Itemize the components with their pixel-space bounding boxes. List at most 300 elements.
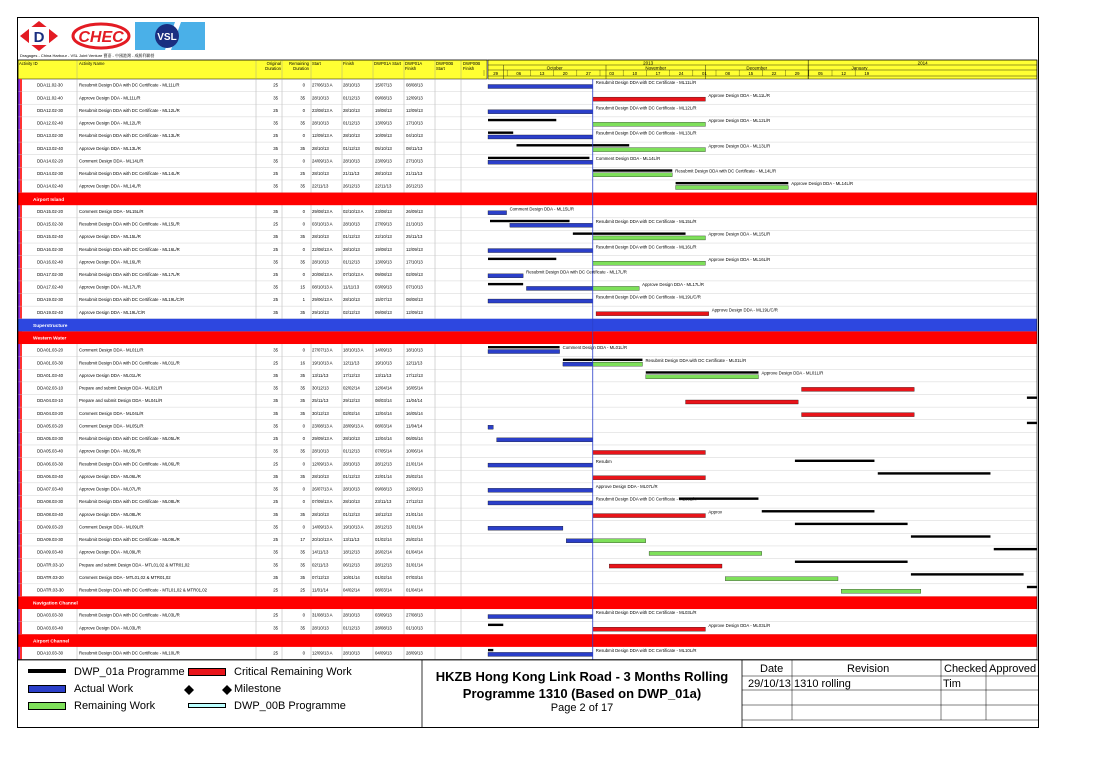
dwp01a-start: 28/12/13 [375,524,392,530]
baseline-bar [563,359,643,361]
start-date: 27/07/13 A [312,347,333,353]
activity-id: DDA19.02-30 [37,297,64,303]
activity-id: DDA14.02-30 [37,171,64,177]
original-duration: 35 [273,574,278,580]
dwp01a-start: 08/03/14 [375,398,392,404]
start-date: 22/08/13 A [312,246,333,252]
dwp01a-start: 23/09/13 [375,158,392,164]
remaining-duration: 35 [300,625,305,631]
baseline-bar [593,169,673,171]
dwp01a-finish: 11/04/14 [406,398,423,404]
start-date: 12/09/13 A [312,133,333,139]
start-date: 23/08/13 A [312,423,333,429]
timescale-week-label: 27 [586,71,591,76]
finish-date: 29/12/13 [343,398,360,404]
timescale-week-label: 19 [864,71,870,76]
col-start: Start [312,61,321,66]
activity-name: Resubmit Design DDA with DC Certificate - ML12L/R [79,107,180,113]
dwp01a-finish: 26/09/13 [406,208,423,214]
activity-name: Comment Design DDA - ML15L/R [79,208,144,214]
group-band [18,596,1037,609]
activity-name: Approve Design DDA - ML14L/R [79,183,141,189]
start-date: 28/10/13 [312,234,329,240]
col-activity-name: Activity Name [79,61,105,66]
start-date: 07/09/13 A [312,499,333,505]
remaining-duration: 1 [302,297,305,303]
dwp01a-finish: 12/09/13 [406,95,423,101]
activity-id: DDA08.03-40 [37,511,64,517]
original-duration: 25 [273,612,278,618]
group-band [18,331,1037,344]
dwp01a-start: 13/09/13 [375,259,392,265]
legend-actual-swatch [28,685,66,693]
finish-date: 01/12/13 [343,234,360,240]
bar-label: Resubmit Design DDA with DC Certificate - ML19L/C/R [595,294,701,300]
actual-bar [488,652,593,656]
activity-name: Comment Design DDA - MTL01,02 & MTR01,02 [79,574,171,580]
dwp01a-finish: 01/04/14 [406,587,423,593]
original-duration: 35 [273,423,278,429]
rev-approved-header: Approved [989,663,1037,675]
activity-id: DDA15.02-20 [37,208,64,214]
activity-name: Approve Design DDA - ML16L/R [79,259,141,265]
activity-name: Approve Design DDA - ML03L/R [79,625,141,631]
remaining-duration: 25 [300,587,305,593]
start-date: 20/10/13 A [312,537,333,543]
activity-name: Resubmit Design DDA with DC Certificate - ML08L/R [79,499,180,505]
original-duration: 25 [273,650,278,656]
baseline-bar [795,523,908,525]
original-duration: 35 [273,410,278,416]
remaining-duration: 0 [302,524,305,530]
timescale-month-november: November [645,65,667,71]
rev-checked-value: Tim [943,678,961,690]
bar-label: Resubmit Design DDA with DC Certificate - ML01L/R [645,357,747,363]
group-band-label: Airport Island [33,197,65,203]
dwp01a-start: 08/03/14 [375,587,392,593]
bar-label: Resubmit Design DDA with DC Certificate - ML03L/R [595,610,697,616]
dwp01a-finish: 07/10/13 [406,284,423,290]
col-dwp00b-start: DWP00B Start [436,61,454,71]
dwp01a-finish: 25/02/14 [406,537,423,543]
remaining-duration: 0 [302,486,305,492]
finish-date: 21/11/13 [343,171,360,177]
start-date: 28/10/13 [312,171,329,177]
dwp01a-start: 22/10/13 [375,234,392,240]
activity-name: Approve Design DDA - ML09L/R [79,549,141,555]
bar-label: Comment Design DDA - ML01L/R [562,345,628,351]
dwp01a-start: 23/11/13 [375,499,392,505]
original-duration: 35 [273,347,278,353]
baseline-bar [676,182,789,184]
start-date: 12/09/13 A [312,650,333,656]
legend-critical-swatch [188,668,226,676]
remaining-duration: 0 [302,650,305,656]
timescale-week-label: 03 [609,71,614,76]
original-duration: 35 [273,234,278,240]
dwp01a-finish: 31/01/14 [406,562,423,568]
dwp01a-start: 15/07/13 [375,82,392,88]
start-date: 29/08/13 A [312,208,333,214]
original-duration: 35 [273,486,278,492]
dwp01a-start: 12/04/14 [375,410,392,416]
dwp01a-finish: 04/10/13 [406,133,423,139]
activity-name: Approve Design DDA - ML05L/R [79,448,141,454]
activity-name: Approve Design DDA - ML19L/C/R [79,309,146,315]
activity-id: DDA05.03-40 [37,448,64,454]
critical-bar [593,627,706,631]
activity-name: Approve Design DDA - ML08L/R [79,511,141,517]
activity-name: Resubmit Design DDA with DC Certificate - ML16L/R [79,246,180,252]
activity-id: DDA06.03-40 [37,473,64,479]
dwp01a-start: 15/07/13 [375,297,392,303]
dwp01a-start: 13/11/13 [375,372,392,378]
col-dwp01a-start: DWP01A Start [374,61,401,66]
original-duration: 35 [273,284,278,290]
bar-label: Approve Design DDA - ML13L/R [708,143,771,149]
critical-bar [686,400,799,404]
start-date: 30/12/13 [312,410,329,416]
start-date: 23/08/13 A [312,107,333,113]
activity-name: Comment Design DDA - ML01L/R [79,347,144,353]
dwp01a-finish: 27/10/13 [406,158,423,164]
activity-name: Approve Design DDA - ML13L/R [79,145,141,151]
baseline-bar [488,258,556,260]
baseline-bar [488,649,493,651]
group-band [18,319,1037,332]
remaining-bar [593,173,673,177]
finish-date: 02/02/14 [343,410,360,416]
activity-name: Resubmit Design DDA with DC Certificate - ML05L/R [79,436,180,442]
activity-name: Resubmit Design DDA with DC Certificate - ML10L/R [79,650,180,656]
finish-date: 04/02/14 [343,587,360,593]
remaining-duration: 0 [302,208,305,214]
actual-bar [488,526,563,530]
bar-label: Resubmit Design DDA with DC Certificate - ML14L/R [675,168,777,174]
activity-id: DDA15.02-30 [37,221,64,227]
original-duration: 25 [273,461,278,467]
legend-remaining-swatch [28,702,66,710]
activity-name: Approve Design DDA - ML01L/R [79,372,141,378]
bar-label: Resubmit Design DDA with DC Certificate - ML17L/R [526,269,627,275]
timescale-week-label: 20 [562,71,568,76]
finish-date: 28/10/13 [343,221,360,227]
start-date: 29/10/13 [312,309,329,315]
activity-name: Approve Design DDA - ML06L/R [79,473,141,479]
remaining-duration: 25 [300,171,305,177]
dwp01a-start: 01/02/14 [375,537,392,543]
activity-id: DDA01.03-20 [37,347,64,353]
col-dwp00b-finish: DWP00B Finish [463,61,481,71]
start-date: 29/06/13 A [312,297,333,303]
bar-label: Comment Design DDA - ML15L/R [509,206,575,212]
finish-date: 01/12/13 [343,259,360,265]
dwp01a-finish: 26/12/13 [406,183,423,189]
critical-bar [802,413,915,417]
dwp01a-start: 27/09/13 [375,221,392,227]
dwp01a-finish: 21/01/14 [406,511,423,517]
dwp01a-start: 26/02/14 [375,549,392,555]
remaining-bar [676,185,789,189]
bar-label: Resubmit Design DDA with DC Certificate - ML10L/R [595,648,697,654]
actual-bar [488,274,523,278]
bar-label: Resubm [595,458,612,464]
dwp01a-start: 01/02/14 [375,574,392,580]
bar-label: Resubmit Design DDA with DC Certificate - ML15L/R [595,219,697,225]
rev-revision-value: 1310 rolling [794,678,851,690]
activity-id: DDA13.02-40 [37,145,64,151]
dwp01a-finish: 12/09/13 [406,107,423,113]
actual-bar [488,501,593,505]
timescale-month-january: January [851,65,868,71]
col-remaining-duration: Remaining Duration [288,61,309,71]
actual-bar [488,110,593,114]
bar-label: Resubmit Design DDA with DC Certificate - ML08L/R [595,496,697,502]
remaining-bar [593,148,706,152]
remaining-duration: 35 [300,549,305,555]
joint-venture-text: Dragages - China Harbour - VSL Joint Venture 寶嘉 - 中國港灣 - 威勝利聯營 [20,53,155,58]
remaining-duration: 35 [300,448,305,454]
baseline-bar [762,510,875,512]
baseline-bar [488,119,556,121]
dwp01a-finish: 10/06/14 [406,448,423,454]
bar-label: Comment Design DDA - ML14L/R [595,155,661,161]
finish-date: 02/10/13 A [343,208,364,214]
bar-label: Approve Design DDA - ML16L/R [708,256,771,262]
actual-bar [488,135,593,139]
programme-title-line1: HKZB Hong Kong Link Road - 3 Months Rolling [435,669,729,684]
activity-id: DDA04.03-20 [37,410,64,416]
baseline-bar [517,144,630,146]
start-date: 24/09/13 A [312,158,333,164]
activity-name: Comment Design DDA - ML05L/R [79,423,144,429]
rev-checked-header: Checked [944,663,988,675]
activity-id: DDA09.03-30 [37,537,64,543]
activity-name: Resubmit Design DDA with DC Certificate - ML13L/R [79,133,180,139]
dwp01a-start: 07/05/14 [375,448,392,454]
bar-label: Resubmit Design DDA with DC Certificate - ML13L/R [595,130,697,136]
start-date: 28/10/13 [312,145,329,151]
finish-date: 02/12/13 [343,309,360,315]
actual-bar [488,488,593,492]
remaining-duration: 0 [302,82,305,88]
activity-id: DDA15.02-40 [37,234,64,240]
critical-bar [802,387,915,391]
activity-name: Resubmit Design DDA with DC Certificate - ML19L/C/R [79,297,185,303]
baseline-bar [488,131,513,133]
activity-id: DDATR.03-30 [37,587,64,593]
activity-id: DDA09.03-40 [37,549,64,555]
finish-date: 01/12/13 [343,511,360,517]
dwp01a-start: 09/08/13 [375,272,392,277]
activity-name: Resubmit Design DDA with DC Certificate - ML17L/R [79,272,180,277]
baseline-bar [795,561,908,563]
dwp01a-start: 18/12/13 [375,511,392,517]
remaining-duration: 35 [300,95,305,101]
actual-bar [563,362,593,366]
activity-name: Approve Design DDA - ML07L/R [79,486,141,492]
dwp01a-finish: 12/09/13 [406,309,423,315]
dwp01a-start: 19/08/13 [375,107,392,113]
rev-revision-header: Revision [847,663,890,675]
activity-name: Resubmit Design DDA with DC Certificate - ML15L/R [79,221,180,227]
remaining-bar [593,261,706,265]
timescale-week-label: 29 [493,71,498,76]
activity-id: DDA01.03-30 [37,360,64,366]
finish-date: 01/12/13 [343,448,360,454]
baseline-bar [573,232,686,234]
timescale-year-2014: 2014 [917,60,928,66]
activity-id: DDA09.03-20 [37,524,64,530]
dwp01a-finish: 31/01/14 [406,524,423,530]
original-duration: 35 [273,562,278,568]
activity-name: Comment Design DDA - ML09L/R [79,524,144,530]
col-finish: Finish [343,61,355,66]
original-duration: 25 [273,537,278,543]
remaining-duration: 16 [300,360,305,366]
activity-id: DDATR.03-20 [37,574,64,580]
start-date: 28/10/13 [312,473,329,479]
timescale-week-label: 01 [702,71,707,76]
dwp01a-finish: 17/10/13 [406,259,423,265]
original-duration: 25 [273,436,278,442]
original-duration: 35 [273,145,278,151]
original-duration: 25 [273,133,278,139]
legend-milestone-icon [180,684,240,696]
finish-date: 28/10/13 [343,650,360,656]
activity-id: DDA05.03-30 [37,436,64,442]
original-duration: 35 [273,95,278,101]
remaining-duration: 0 [302,612,305,618]
finish-date: 02/02/14 [343,385,360,391]
col-activity-id: Activity ID [19,61,38,66]
group-band-label: Superstructure [33,324,68,330]
original-duration: 35 [273,625,278,631]
start-date: 31/08/13 A [312,612,333,618]
activity-id: DDA19.02-40 [37,309,64,315]
bar-label: Approve Design DDA - ML17L/R [642,282,705,288]
remaining-bar [593,539,646,543]
remaining-duration: 35 [300,259,305,265]
dwp01a-start: 09/08/13 [375,95,392,101]
actual-bar [488,350,560,354]
start-date: 28/10/13 [312,259,329,265]
dwp01a-start: 09/08/13 [375,309,392,315]
rev-date-value: 29/10/13 [748,678,791,690]
dwp01a-start: 09/08/13 [375,486,392,492]
finish-date: 01/12/13 [343,145,360,151]
remaining-bar [593,122,706,126]
activity-id: DDA11.02-40 [37,95,63,101]
activity-name: Comment Design DDA - ML14L/R [79,158,144,164]
finish-date: 28/10/13 [343,133,360,139]
activity-name: Resubmit Design DDA with DC Certificate - ML01L/R [79,360,180,366]
original-duration: 25 [273,221,278,227]
dwp01a-finish: 01/04/14 [406,549,423,555]
activity-id: DDA01.03-40 [37,372,64,378]
critical-bar [593,476,706,480]
activity-id: DDA14.02-20 [37,158,64,164]
original-duration: 35 [273,524,278,530]
dwp01a-finish: 02/09/13 [406,272,423,277]
remaining-bar [646,375,759,379]
actual-bar [488,211,507,215]
finish-date: 28/10/13 [343,82,360,88]
dwp01a-finish: 01/10/13 [406,625,423,631]
remaining-duration: 35 [300,473,305,479]
dwp01a-start: 22/01/14 [375,473,392,479]
finish-date: 19/10/13 A [343,524,364,530]
remaining-duration: 35 [300,562,305,568]
dwp01a-finish: 16/05/14 [406,385,423,391]
col-original-duration: Original Duration [265,61,281,71]
start-date: 30/12/13 [312,385,329,391]
actual-bar [488,463,593,467]
activity-id: DDA03.03-40 [37,625,64,631]
dwp01a-finish: 08/08/13 [406,82,423,88]
start-date: 25/11/13 [312,398,329,404]
actual-bar [488,249,593,253]
finish-date: 17/12/13 [343,372,360,378]
timescale-week-label: 29 [794,71,800,76]
dwp01a-start: 05/10/13 [375,145,392,151]
activity-name: Resubmit Design DDA with DC Certificate - ML09L/R [79,537,180,543]
timescale-week-label: 15 [748,71,754,76]
logo-chec-text: CHEC [78,29,124,46]
start-date: 11/01/14 [312,587,329,593]
dwp01a-start: 28/12/13 [375,562,392,568]
remaining-duration: 35 [300,183,305,189]
remaining-bar [649,551,762,555]
dwp01a-finish: 28/09/13 [406,650,423,656]
finish-date: 26/12/13 [343,183,360,189]
start-date: 14/11/13 [312,549,329,555]
bar-label: Approv [708,509,723,515]
activity-name: Prepare and submit Design DDA - MTL01,02 & MTR01,02 [79,562,190,568]
activity-name: Resubmit Design DDA with DC Certificate - ML11L/R [79,82,180,88]
start-date: 28/10/13 [312,120,329,126]
legend-dwp00b-swatch [188,703,226,708]
dwp01a-finish: 12/09/13 [406,486,423,492]
activity-name: Approve Design DDA - ML15L/R [79,234,141,240]
activity-id: DDA16.02-40 [37,259,64,265]
start-date: 26/07/13 A [312,486,333,492]
original-duration: 25 [273,499,278,505]
remaining-duration: 35 [300,145,305,151]
legend-baseline-label: DWP_01a Programme [74,666,185,678]
programme-title-line2: Programme 1310 (Based on DWP_01a) [462,686,702,701]
finish-date: 28/10/13 [343,107,360,113]
start-date: 20/08/13 A [312,272,333,277]
activity-id: DDA16.02-30 [37,246,64,252]
dwp01a-start: 22/11/13 [375,183,392,189]
dwp01a-start: 12/04/14 [375,436,392,442]
remaining-bar [593,286,639,290]
actual-bar [488,160,593,164]
start-date: 08/10/13 A [312,284,333,290]
activity-id: DDA17.02-40 [37,284,64,290]
remaining-duration: 0 [302,133,305,139]
baseline-bar [490,220,570,222]
dwp01a-start: 12/04/14 [375,385,392,391]
timescale-week-label: 10 [632,71,638,76]
activity-id: DDATR.03-10 [37,562,64,568]
original-duration: 35 [273,549,278,555]
remaining-duration: 0 [302,436,305,442]
original-duration: 25 [273,171,278,177]
actual-bar [510,223,593,227]
finish-date: 28/10/13 [343,486,360,492]
